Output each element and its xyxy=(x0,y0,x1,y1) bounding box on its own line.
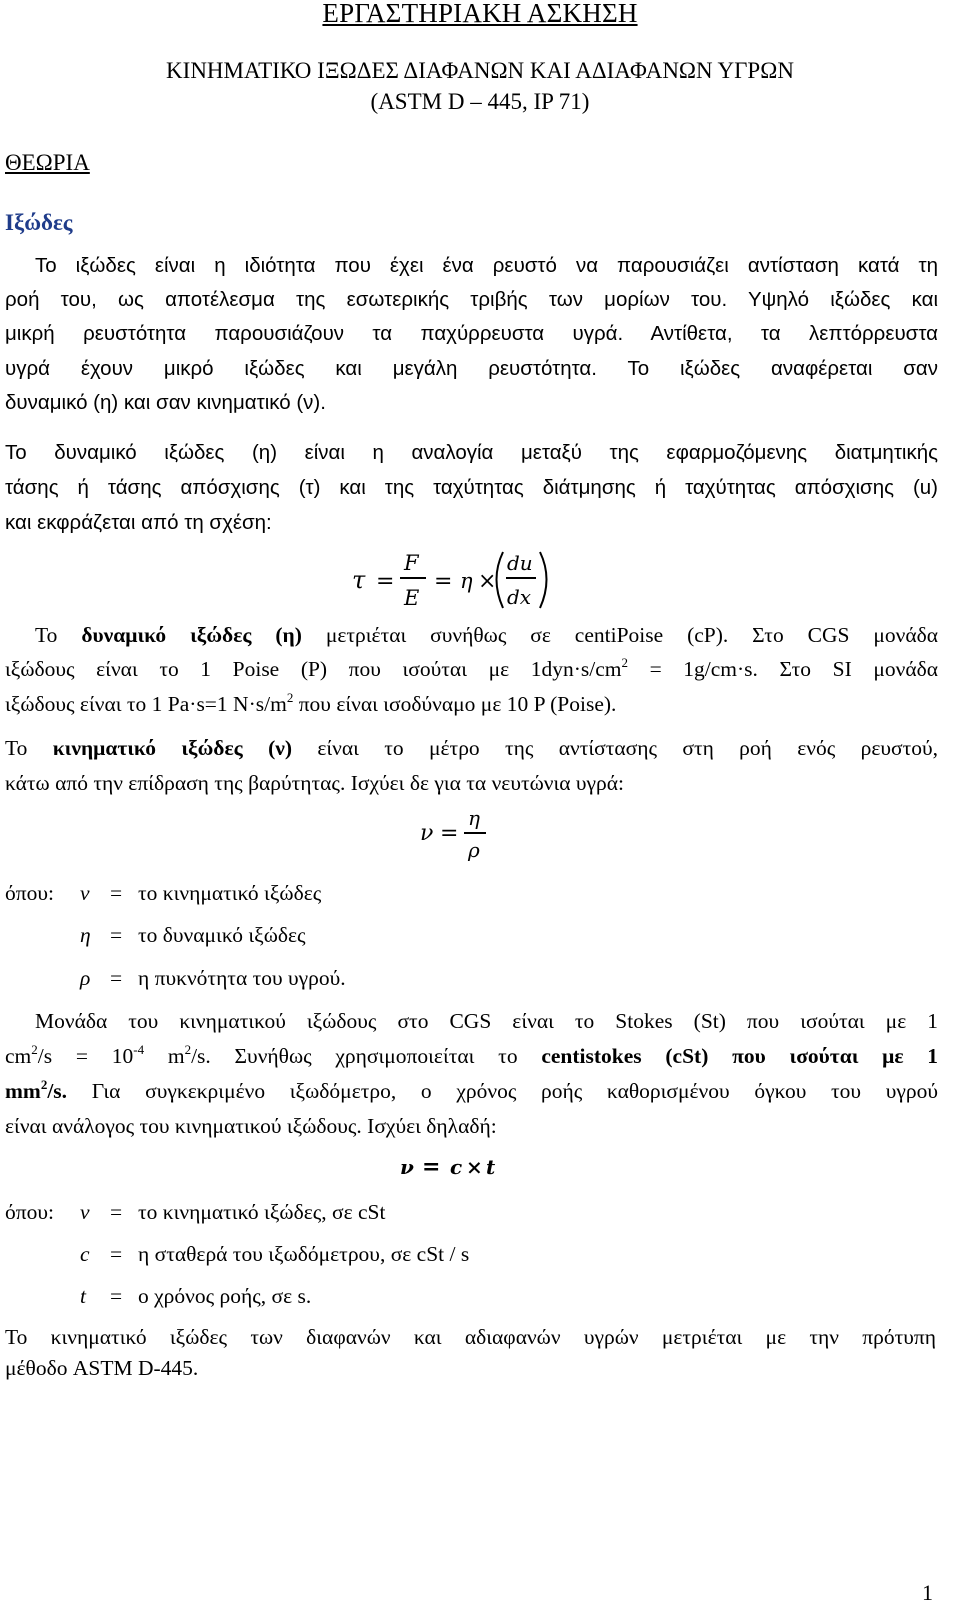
eq1-den1: E xyxy=(404,586,420,610)
eq3-lhs: ν xyxy=(400,1155,414,1179)
para3-line-1: Το δυναμικό ιξώδες (η) μετριέται συνήθως σε centiPoise (cP). Στο CGS μονάδα xyxy=(35,623,938,647)
para4-line-1: Το κινηματικό ιξώδες (ν) είναι το μέτρο της αντίστασης στη ροή ενός ρευστού, xyxy=(5,736,938,760)
para6-line: μέθοδο ASTM D-445. xyxy=(5,1356,199,1380)
para6-line: Το κινηματικό ιξώδες των διαφανών και αδιαφανών υγρών μετριέται με την πρότυπη xyxy=(5,1325,936,1349)
section-heading: Ιξώδες xyxy=(5,210,73,235)
eq1-num1: F xyxy=(404,551,419,575)
para5-line-2: $cm^2/s = 10^{-4}$ $m^2/s$. Συνήθως χρησιμοποιείται το centistokes (cSt) που ισούται με 1 xyxy=(5,1042,938,1068)
def-equals: = xyxy=(110,966,123,990)
para2-line: τάσης ή τάσης απόσχισης (τ) και της ταχύτητας διάτμησης ή ταχύτητας απόσχισης (u) xyxy=(5,476,938,499)
def-description: το δυναμικό ιξώδες xyxy=(138,923,306,947)
eq1-den2: dx xyxy=(507,585,532,609)
eq1-eta: η xyxy=(460,569,473,593)
def-description: ο χρόνος ροής, σε s. xyxy=(138,1284,312,1308)
para1-line: Το ιξώδες είναι η ιδιότητα που έχει ένα ρευστό να παρουσιάζει αντίσταση κατά τη xyxy=(35,254,938,277)
para3-line-3: ιξώδους είναι το 1 Pa·s=1 $N\cdot s/m^2$ που είναι ισοδύναμο με 10 P (Poise). xyxy=(5,690,617,716)
def-symbol: ν xyxy=(80,881,90,905)
eq1-num2: du xyxy=(507,551,533,575)
para5-line-4: είναι ανάλογος του κινηματικού ιξώδους. Ισχύει δηλαδή: xyxy=(5,1114,497,1138)
document-title: ΕΡΓΑΣΤΗΡΙΑΚΗ ΑΣΚΗΣΗ xyxy=(322,0,638,28)
def-equals: = xyxy=(110,923,123,947)
where-label: όπου: xyxy=(5,881,54,905)
eq3-t: t xyxy=(486,1155,496,1179)
def-symbol: η xyxy=(80,923,91,947)
svg-text:=: = xyxy=(376,569,395,594)
def-equals: = xyxy=(110,1242,123,1266)
def-symbol: ρ xyxy=(80,966,91,990)
para1-line: μικρή ρευστότητα παρουσιάζουν τα παχύρρευστα υγρά. Αντίθετα, τα λεπτόρρευστα xyxy=(5,322,938,345)
def-symbol: c xyxy=(80,1242,90,1266)
para3-line-2: ιξώδους είναι το 1 Poise (P) που ισούται με $1dyn\cdot s/cm^2 = 1g/cm\cdot s$. Στο SI μονάδα xyxy=(5,655,938,681)
equation-kinematic-viscosity xyxy=(418,806,498,866)
para5-line-3: $mm^2/s$. Για συγκεκριμένο ιξωδόμετρο, ο χρόνος ροής καθορισμένου όγκου του υγρού xyxy=(5,1077,938,1103)
def-symbol: t xyxy=(80,1284,86,1308)
where-label: όπου: xyxy=(5,1200,54,1224)
equation-viscometer xyxy=(398,1152,508,1182)
para5-line-1: Μονάδα του κινηματικού ιξώδους στο CGS είναι το Stokes (St) που ισούται με 1 xyxy=(35,1009,938,1033)
eq2-lhs: ν xyxy=(420,821,434,846)
def-equals: = xyxy=(110,881,123,905)
svg-text:=: = xyxy=(434,569,453,594)
para1-line: υγρά έχουν μικρό ιξώδες και μεγάλη ρευστότητα. Το ιξώδες αναφέρεται σαν xyxy=(5,357,938,380)
para1-line: ροή του, ως αποτέλεσμα της εσωτερικής τριβής των μορίων του. Υψηλό ιξώδες και xyxy=(5,288,938,311)
eq1-times: × xyxy=(478,569,497,594)
def-symbol: ν xyxy=(80,1200,90,1224)
def-description: η σταθερά του ιξωδόμετρου, σε cSt / s xyxy=(138,1242,470,1266)
def-description: η πυκνότητα του υγρού. xyxy=(138,966,346,990)
eq2-num: η xyxy=(468,806,480,830)
def-description: το κινηματικό ιξώδες xyxy=(138,881,322,905)
eq3-c: c xyxy=(450,1155,463,1179)
eq2-den: ρ xyxy=(468,838,480,862)
eq3-equals: = xyxy=(422,1154,441,1180)
subtitle-line-1: ΚΙΝΗΜΑΤΙΚΟ ΙΞΩΔΕΣ ΔΙΑΦΑΝΩΝ ΚΑΙ ΑΔΙΑΦΑΝΩΝ ΥΓΡΩΝ xyxy=(166,58,794,83)
svg-text:=: = xyxy=(440,821,459,846)
def-equals: = xyxy=(110,1200,123,1224)
theory-heading: ΘΕΩΡΙΑ xyxy=(5,150,90,175)
equation-shear-stress xyxy=(350,546,560,616)
page-number: 1 xyxy=(922,1580,933,1605)
def-equals: = xyxy=(110,1284,123,1308)
para1-line: δυναμικό (η) και σαν κινηματικό (ν). xyxy=(5,391,326,414)
eq3-times: × xyxy=(466,1155,483,1179)
eq1-lhs: τ xyxy=(352,566,366,594)
para2-line: Το δυναμικό ιξώδες (η) είναι η αναλογία μεταξύ της εφαρμοζόμενης διατμητικής xyxy=(5,441,938,464)
para2-line: και εκφράζεται από τη σχέση: xyxy=(5,511,272,534)
subtitle-line-2: (ASTM D – 445, IP 71) xyxy=(370,89,590,114)
para4-line-2: κάτω από την επίδραση της βαρύτητας. Ισχύει δε για τα νευτώνια υγρά: xyxy=(5,771,625,795)
def-description: το κινηματικό ιξώδες, σε cSt xyxy=(138,1200,386,1224)
